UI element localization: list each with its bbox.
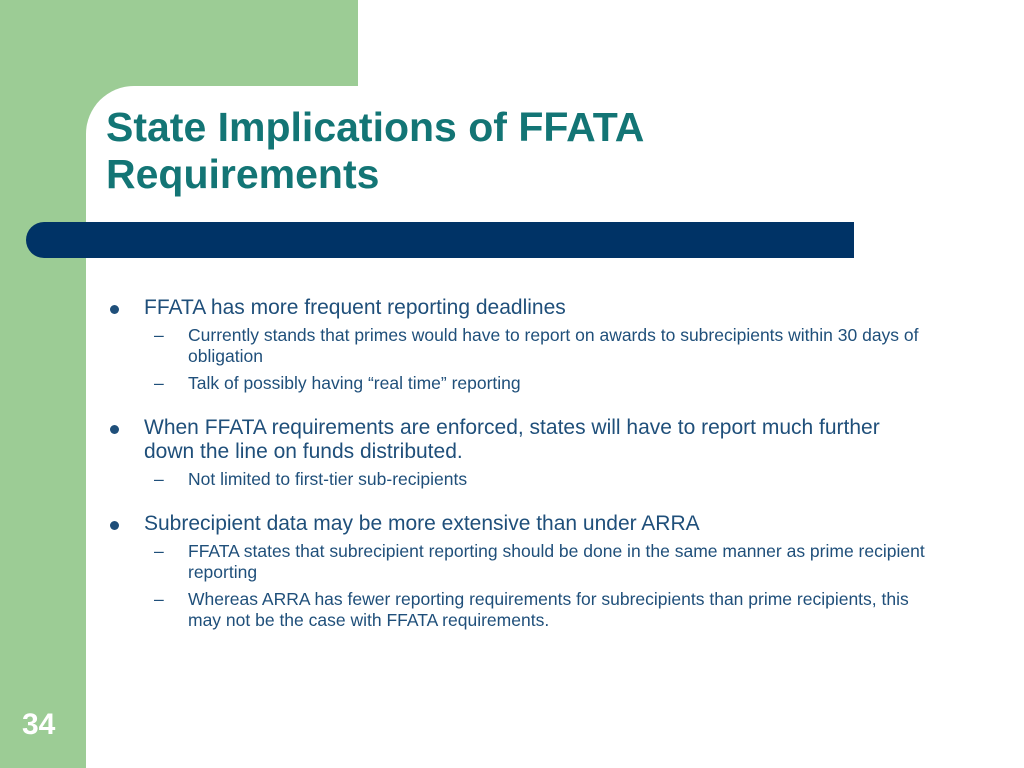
bullet-text: Subrecipient data may be more extensive than under ARRA — [144, 512, 700, 535]
sub-bullet-text: FFATA states that subrecipient reporting should be done in the same manner as prime recipient reporting — [188, 541, 925, 582]
dash-icon: – — [154, 373, 164, 393]
bullet-item — [106, 416, 926, 490]
bullet-text: FFATA has more frequent reporting deadlines — [144, 296, 566, 319]
dash-icon: – — [154, 589, 164, 609]
slide-title — [106, 104, 906, 198]
bullet-item — [106, 512, 926, 631]
bullet-item — [106, 296, 926, 394]
dash-icon: – — [154, 541, 164, 561]
sub-bullet-item — [106, 469, 926, 490]
bullet-dot-icon — [110, 305, 119, 314]
sub-bullet-text: Whereas ARRA has fewer reporting requirements for subrecipients than prime recipients, this may not be the case with FFATA requirements. — [188, 589, 909, 630]
bullet-list — [106, 296, 926, 631]
title-divider-bar — [26, 222, 854, 258]
bullet-dot-icon — [110, 521, 119, 530]
sub-bullet-item — [106, 373, 926, 394]
sub-bullet-text: Currently stands that primes would have to report on awards to subrecipients within 30 days of obligation — [188, 325, 919, 366]
bullet-text: When FFATA requirements are enforced, states will have to report much further down the line on funds distributed. — [144, 416, 880, 463]
dash-icon: – — [154, 469, 164, 489]
title-line-2: Requirements — [106, 151, 380, 197]
dash-icon: – — [154, 325, 164, 345]
sub-bullet-text: Not limited to first-tier sub-recipients — [188, 469, 468, 489]
bullet-dot-icon — [110, 425, 119, 434]
sub-bullet-item — [106, 325, 926, 367]
sub-bullet-item — [106, 541, 926, 583]
slide-number: 34 — [22, 708, 56, 741]
title-line-1: State Implications of FFATA — [106, 104, 645, 150]
sub-bullet-text: Talk of possibly having “real time” reporting — [188, 373, 521, 393]
sub-bullet-item — [106, 589, 926, 631]
